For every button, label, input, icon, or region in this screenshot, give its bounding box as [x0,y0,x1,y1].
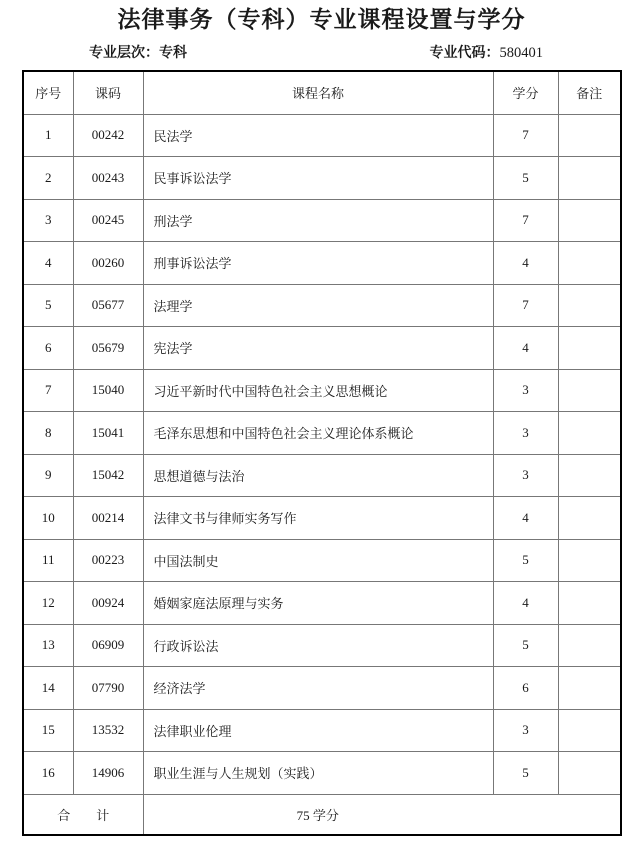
course-name-cell: 法律文书与律师实务写作 [143,497,493,540]
credits-cell: 5 [493,752,558,795]
table-row [23,454,621,497]
row-no-cell: 12 [23,582,73,625]
total-row [23,794,621,835]
row-no-cell: 5 [23,284,73,327]
credits-cell: 5 [493,157,558,200]
header-name: 课程名称 [143,71,493,114]
table-row [23,497,621,540]
credits-cell: 4 [493,327,558,370]
course-code-cell: 05679 [73,327,143,370]
note-cell [558,157,621,200]
row-no-cell: 2 [23,157,73,200]
note-cell [558,667,621,710]
program-code-value: 580401 [499,45,543,61]
course-name-cell: 法律职业伦理 [143,709,493,752]
course-code-cell: 13532 [73,709,143,752]
course-name-cell: 民法学 [143,114,493,157]
program-code-label: 专业代码： [429,44,500,60]
table-row [23,624,621,667]
course-code-cell: 00243 [73,157,143,200]
course-table [22,70,622,836]
credits-cell: 3 [493,369,558,412]
note-cell [558,114,621,157]
course-code-cell: 00924 [73,582,143,625]
credits-cell: 7 [493,199,558,242]
course-code-cell: 15040 [73,369,143,412]
note-cell [558,752,621,795]
credits-cell: 3 [493,454,558,497]
course-code-cell: 00223 [73,539,143,582]
course-code-cell: 07790 [73,667,143,710]
note-cell [558,284,621,327]
course-code-cell: 06909 [73,624,143,667]
credits-cell: 7 [493,284,558,327]
course-name-cell: 思想道德与法治 [143,454,493,497]
row-no-cell: 6 [23,327,73,370]
course-code-cell: 00260 [73,242,143,285]
table-row [23,242,621,285]
row-no-cell: 15 [23,709,73,752]
note-cell [558,539,621,582]
credits-cell: 5 [493,624,558,667]
course-name-cell: 习近平新时代中国特色社会主义思想概论 [143,369,493,412]
header-code: 课码 [73,71,143,114]
row-no-cell: 13 [23,624,73,667]
table-row [23,327,621,370]
course-code-cell: 00245 [73,199,143,242]
credits-cell: 7 [493,114,558,157]
program-code [430,44,544,61]
row-no-cell: 11 [23,539,73,582]
course-name-cell: 宪法学 [143,327,493,370]
course-name-cell: 民事诉讼法学 [143,157,493,200]
credits-cell: 4 [493,582,558,625]
table-row [23,157,621,200]
credits-cell: 3 [493,412,558,455]
total-value-cell: 75 学分 [143,794,621,835]
program-level: 专业层次：专科 [89,44,187,60]
note-cell [558,624,621,667]
table-row [23,284,621,327]
row-no-cell: 8 [23,412,73,455]
table-row [23,709,621,752]
credits-cell: 6 [493,667,558,710]
note-cell [558,454,621,497]
header-row [23,71,621,114]
note-cell [558,242,621,285]
row-no-cell: 1 [23,114,73,157]
course-name-cell: 婚姻家庭法原理与实务 [143,582,493,625]
course-table-footer [23,794,621,835]
course-name-cell: 刑事诉讼法学 [143,242,493,285]
credits-cell: 5 [493,539,558,582]
table-row [23,412,621,455]
total-label-cell: 合 计 [23,794,143,835]
table-row [23,369,621,412]
note-cell [558,412,621,455]
row-no-cell: 9 [23,454,73,497]
page-title: 法律事务（专科）专业课程设置与学分 [117,6,526,32]
course-name-cell: 经济法学 [143,667,493,710]
meta-row [89,44,543,61]
note-cell [558,199,621,242]
course-name-cell: 毛泽东思想和中国特色社会主义理论体系概论 [143,412,493,455]
table-row [23,199,621,242]
course-code-cell: 00214 [73,497,143,540]
row-no-cell: 7 [23,369,73,412]
note-cell [558,497,621,540]
row-no-cell: 14 [23,667,73,710]
course-code-cell: 15042 [73,454,143,497]
table-row [23,539,621,582]
course-code-cell: 15041 [73,412,143,455]
credits-cell: 3 [493,709,558,752]
course-name-cell: 刑法学 [143,199,493,242]
header-no: 序号 [23,71,73,114]
header-credits: 学分 [493,71,558,114]
note-cell [558,327,621,370]
course-table-body [23,114,621,794]
course-code-cell: 05677 [73,284,143,327]
table-row [23,752,621,795]
row-no-cell: 4 [23,242,73,285]
course-table-header [23,71,621,114]
note-cell [558,369,621,412]
table-row [23,582,621,625]
row-no-cell: 10 [23,497,73,540]
course-name-cell: 职业生涯与人生规划（实践） [143,752,493,795]
note-cell [558,709,621,752]
header-note: 备注 [558,71,621,114]
row-no-cell: 3 [23,199,73,242]
course-name-cell: 行政诉讼法 [143,624,493,667]
course-code-cell: 00242 [73,114,143,157]
credits-cell: 4 [493,242,558,285]
course-code-cell: 14906 [73,752,143,795]
course-name-cell: 法理学 [143,284,493,327]
note-cell [558,582,621,625]
table-row [23,114,621,157]
table-row [23,667,621,710]
row-no-cell: 16 [23,752,73,795]
credits-cell: 4 [493,497,558,540]
course-name-cell: 中国法制史 [143,539,493,582]
